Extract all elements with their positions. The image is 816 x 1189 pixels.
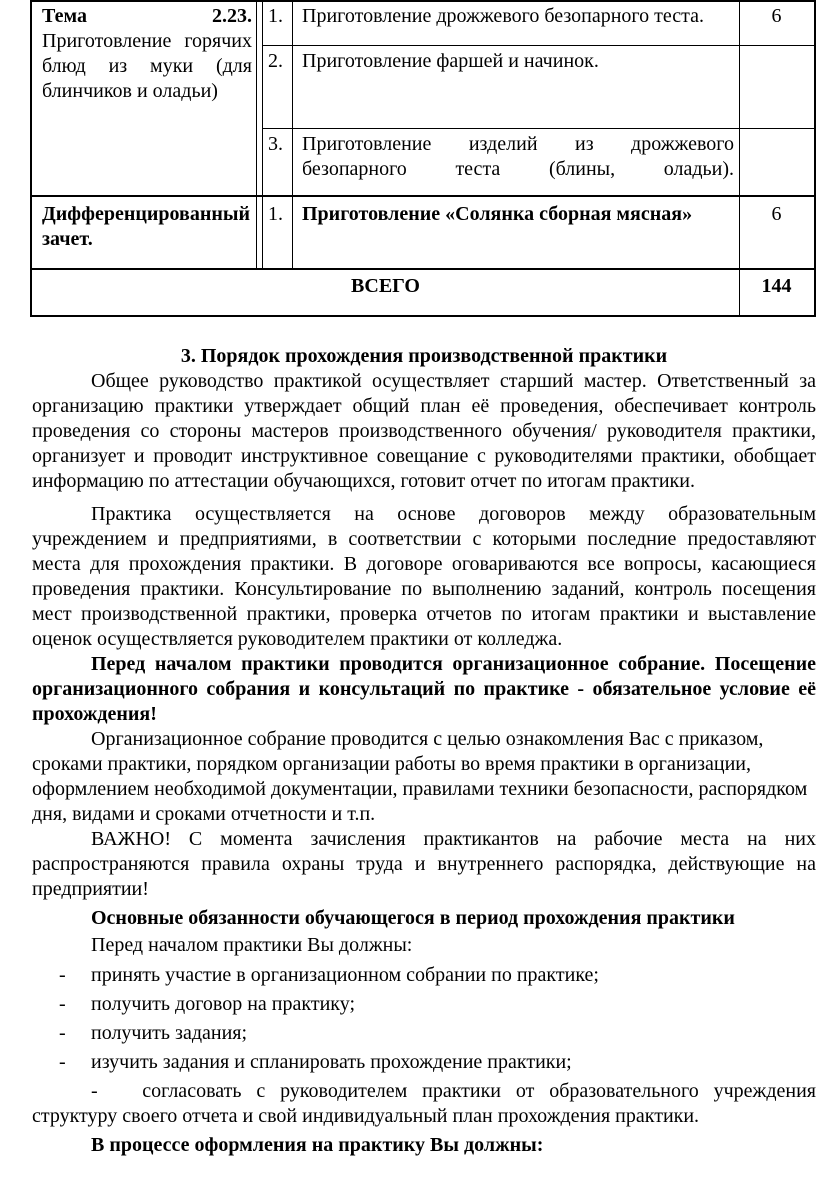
item-text: Приготовление дрожжевого безопарного теста. <box>302 5 704 27</box>
list-item: - принять участие в организационном собрании по практике; <box>59 964 599 986</box>
hours-value: 6 <box>771 203 782 225</box>
topic-cell <box>42 4 252 104</box>
topic-description: Приготовление горячих блюд из муки (для блинчиков и оладьи) <box>42 30 252 102</box>
item-text: Приготовление «Солянка сборная мясная» <box>302 203 693 225</box>
list-item: - согласовать с руководителем практики от образовательного учреждения структуру своего отчета и свой индивидуальный план прохождения практики. <box>32 1080 816 1127</box>
paragraph: ВАЖНО! С момента зачисления практикантов на рабочие места на них распространяются правила охраны труда и внутреннего распорядка, действующие на предприятии! <box>32 828 816 900</box>
total-label: ВСЕГО <box>351 275 420 297</box>
list-item: - получить договор на практику; <box>59 993 356 1015</box>
paragraph: Организационное собрание проводится с целью ознакомления Вас с приказом, сроками практики, порядком организации работы во время практики в организации, оформлением необходимой документации, правилами техники безопасности, распорядком дня, видами и сроками отчетности и т.п. <box>32 728 808 825</box>
duties-heading: Основные обязанности обучающегося в период прохождения практики <box>91 907 735 929</box>
duties-intro: Перед началом практики Вы должны: <box>91 934 413 956</box>
list-item: - получить задания; <box>59 1022 248 1044</box>
list-item: - изучить задания и спланировать прохождение практики; <box>59 1051 572 1073</box>
paragraph: Общее руководство практикой осуществляет старший мастер. Ответственный за организацию практики утверждает общий план её проведения, обеспечивает контроль проведения со стороны мастеров производственного обучения/ руководителя практики, организует и проводит инструктивное совещание с руководителями практики, обобщает информацию по аттестации обучающихся, готовит отчет по итогам практики. <box>32 370 816 492</box>
item-number: 1. <box>268 203 283 225</box>
topic-title: Дифференцированный зачет. <box>42 203 251 250</box>
item-text: Приготовление изделий из дрожжевого безопарного теста (блины, оладьи). <box>302 133 734 180</box>
list-marker: - <box>59 964 66 986</box>
item-text: Приготовление фаршей и начинок. <box>302 50 599 72</box>
hours-value: 6 <box>771 5 782 27</box>
paragraph: Практика осуществляется на основе договоров между образовательным учреждением и предприятиями, в соответствии с которыми последние предоставляют места для прохождения практики. В договоре оговариваются все вопросы, касающиеся проведения практики. Консультирование по выполнению заданий, контроль посещения мест производственной практики, проверка отчетов по итогам практики и выставление оценок осуществляется руководителем практики от колледжа. <box>32 503 816 650</box>
item-number: 3. <box>268 133 283 155</box>
total-value: 144 <box>761 275 792 297</box>
duties-list <box>32 963 816 1129</box>
list-marker: - <box>91 1080 98 1102</box>
section-heading: 3. Порядок прохождения производственной практики <box>180 345 668 367</box>
list-marker: - <box>59 1022 66 1044</box>
process-heading: В процессе оформления на практику Вы должны: <box>91 1134 544 1156</box>
list-marker: - <box>59 993 66 1015</box>
list-marker: - <box>59 1051 66 1073</box>
topic-number: 2.23. <box>212 5 252 27</box>
section-body <box>32 344 816 1158</box>
item-number: 1. <box>268 5 283 27</box>
paragraph-emphasis: Перед началом практики проводится организационное собрание. Посещение организационного собрания и консультаций по практике - обязательное условие её прохождения! <box>32 653 816 725</box>
topic-title: Тема <box>42 5 87 27</box>
practice-topics-table <box>30 0 816 317</box>
item-number: 2. <box>268 50 283 72</box>
